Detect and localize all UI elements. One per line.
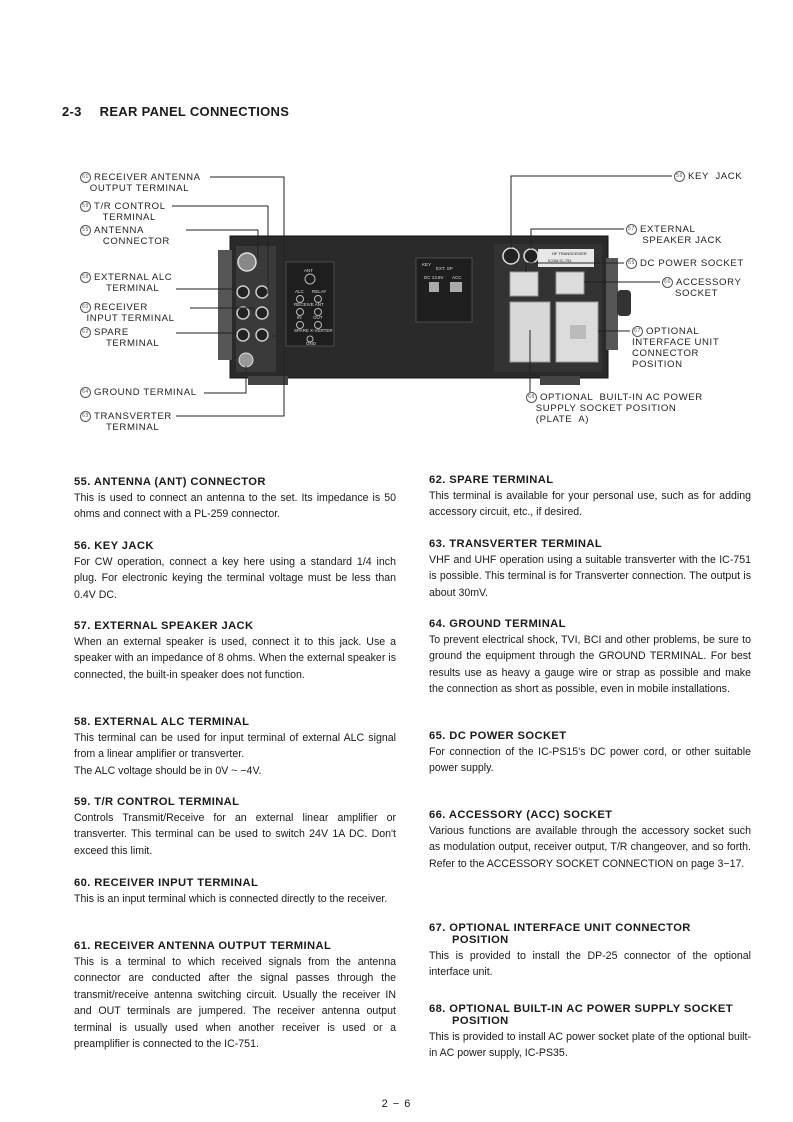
callout-external-alc: 58 EXTERNAL ALC TERMINAL [80,272,172,294]
panel-label-brand: ICOM IC-751 [548,258,572,263]
item-67-body: This is provided to install the DP-25 connector of the optional interface unit. [429,950,751,979]
item-61-body: This is a terminal to which received signals from the antenna connector are conducted after the signal passes through the transmit/receive antenna switching circuit. Usually the receiver IN and OUT terminals are jumpered. The receiver antenna output terminal is usually used when another receiver is used or a preamplifier is connected to the IC-751. [74,956,396,1051]
callout-key-jack: 56 KEY JACK [674,171,742,182]
receive-out-jack [256,307,268,319]
ground-terminal-post [239,353,253,367]
callout-tr-control: 59 T/R CONTROL TERMINAL [80,201,166,223]
callout-number-67: 67 [632,326,643,337]
alc-jack [237,286,249,298]
item-66 [429,809,751,872]
page-number: 2 − 6 [381,1098,412,1110]
callout-optional-interface: 67 OPTIONAL INTERFACE UNIT CONNECTOR POSITION [632,326,720,371]
panel-label-x-verter: X-VERTER [310,328,333,333]
callout-antenna-connector: 55 ANTENNA CONNECTOR [80,225,170,247]
panel-label-gnd: GND [306,341,316,346]
panel-label-ant: ANT [304,268,313,273]
item-60-body: This is an input terminal which is connected directly to the receiver. [74,893,388,905]
accessory-socket-shape [556,272,584,294]
item-57 [74,620,396,683]
item-65 [429,730,751,777]
item-55 [74,476,396,523]
relay-jack [256,286,268,298]
panel-label-relay: RELAY [312,289,327,294]
panel-label-out: OUT [313,315,323,320]
item-62-body: This terminal is available for your personal use, such as for adding accessory circuit, etc., if desired. [429,490,751,519]
item-68-body: This is provided to install AC power socket plate of the optional built-in AC power supply, IC-PS35. [429,1031,751,1060]
item-56 [74,540,396,603]
item-63-title: 63. TRANSVERTER TERMINAL [429,538,603,550]
callout-number-66: 66 [662,277,673,288]
item-57-title: 57. EXTERNAL SPEAKER JACK [74,620,254,632]
callout-number-59: 59 [80,201,91,212]
spare-jack [237,329,249,341]
item-56-title: 56. KEY JACK [74,540,154,552]
item-67 [429,922,751,981]
item-55-title: 55. ANTENNA (ANT) CONNECTOR [74,476,266,488]
callout-ground: 64 GROUND TERMINAL [80,387,197,398]
receive-in-jack [237,307,249,319]
item-58-body: This terminal can be used for input terminal of external ALC signal from a linear amplifier or transverter. [74,732,396,761]
callout-number-61: 61 [80,172,91,183]
panel-label-in: IN [297,315,302,320]
callout-transverter: 63 TRANSVERTER TERMINAL [80,411,172,433]
dc-power-socket-shape [510,272,538,296]
item-56-body: For CW operation, connect a key here using a standard 1/4 inch plug. For electronic keying the terminal voltage must be less than 0.4V DC. [74,556,396,601]
callout-dc-power: 65 DC POWER SOCKET [626,258,744,269]
callout-external-speaker: 57 EXTERNAL SPEAKER JACK [626,224,722,246]
item-60 [74,877,396,907]
item-68-title-cont: POSITION [452,1015,509,1027]
item-61-title: 61. RECEIVER ANTENNA OUTPUT TERMINAL [74,940,332,952]
item-57-body: When an external speaker is used, connect it to this jack. Use a speaker with an impedance of 8 ohms. When the external speaker is connected, the built-in speaker does not function. [74,636,396,681]
item-55-body: This is used to connect an antenna to the set. Its impedance is 50 ohms and connect with a PL-259 connector. [74,492,396,521]
panel-label-alc: ALC [295,289,304,294]
item-59-title: 59. T/R CONTROL TERMINAL [74,796,240,808]
item-64-title: 64. GROUND TERMINAL [429,618,566,630]
item-66-body: Various functions are available through the accessory socket such as modulation output, receiver output, T/R changeover, and so forth. Refer to the ACCESSORY SOCKET CONNECTION on page 3−17. [429,825,751,870]
callout-number-68: 68 [526,392,537,403]
panel-label-dc: DC 13.8V [424,275,444,280]
panel-label-key: KEY [422,262,432,267]
item-60-title: 60. RECEIVER INPUT TERMINAL [74,877,259,889]
panel-label-spare: SPARE [294,328,309,333]
ext-speaker-jack [524,249,538,263]
callout-number-56: 56 [674,171,685,182]
panel-label-transceiver: HF TRANSCEIVER [552,251,587,256]
item-61 [74,940,396,1052]
section-title: REAR PANEL CONNECTIONS [99,104,290,119]
callout-spare: 62 SPARE TERMINAL [80,327,159,349]
section-number: 2-3 [62,104,82,119]
item-67-title: 67. OPTIONAL INTERFACE UNIT CONNECTOR POSITION [429,922,751,946]
item-59 [74,796,396,859]
item-58 [74,716,396,779]
key-jack [503,248,519,264]
panel-label-receive-ant: RECEIVE ANT [294,302,324,307]
callout-number-55: 55 [80,225,91,236]
callout-number-57: 57 [626,224,637,235]
transverter-jack [256,329,268,341]
item-64-body: To prevent electrical shock, TVI, BCI and other problems, be sure to ground the equipment through the GROUND TERMINAL. For best results use as heavy a gauge wire or strap as possible and make the connection as short as possible, even in mobile installations. [429,634,751,696]
callout-receiver-input: 60 RECEIVER INPUT TERMINAL [80,302,175,324]
item-62 [429,474,751,521]
item-63 [429,538,751,601]
item-59-body: Controls Transmit/Receive for an external linear amplifier or transverter. This terminal can be used to switch 24V 1A DC. Don't exceed this limit. [74,812,396,857]
callout-number-62: 62 [80,327,91,338]
item-66-title: 66. ACCESSORY (ACC) SOCKET [429,809,613,821]
item-68-title: 68. OPTIONAL BUILT-IN AC POWER SUPPLY SOCKET POSITION [429,1003,751,1027]
antenna-connector-jack [238,253,256,271]
item-58-title: 58. EXTERNAL ALC TERMINAL [74,716,250,728]
callout-optional-ac: 68 OPTIONAL BUILT-IN AC POWER SUPPLY SOCKET POSITION (PLATE A) [526,392,703,425]
item-65-title: 65. DC POWER SOCKET [429,730,567,742]
callout-number-58: 58 [80,272,91,283]
item-65-body: For connection of the IC-PS15's DC power cord, or other suitable power supply. [429,746,751,775]
item-68 [429,1003,751,1062]
item-67-title-cont: POSITION [452,934,509,946]
panel-label-acc: ACC [452,275,462,280]
callout-receiver-antenna-output: 61 RECEIVER ANTENNA OUTPUT TERMINAL [80,172,201,194]
item-64 [429,618,751,698]
rear-panel-diagram [0,0,793,450]
callout-number-64: 64 [80,387,91,398]
callout-accessory: 66 ACCESSORY SOCKET [662,277,741,299]
item-62-title: 62. SPARE TERMINAL [429,474,554,486]
panel-label-ext-sp: EXT. SP [436,266,453,271]
item-63-body: VHF and UHF operation using a suitable transverter with the IC-751 is possible. This terminal is for Transverter connection. The output is about 30mV. [429,554,751,599]
callout-number-65: 65 [626,258,637,269]
callout-number-63: 63 [80,411,91,422]
item-58-body-2: The ALC voltage should be in 0V ~ −4V. [74,764,262,777]
callout-number-60: 60 [80,302,91,313]
